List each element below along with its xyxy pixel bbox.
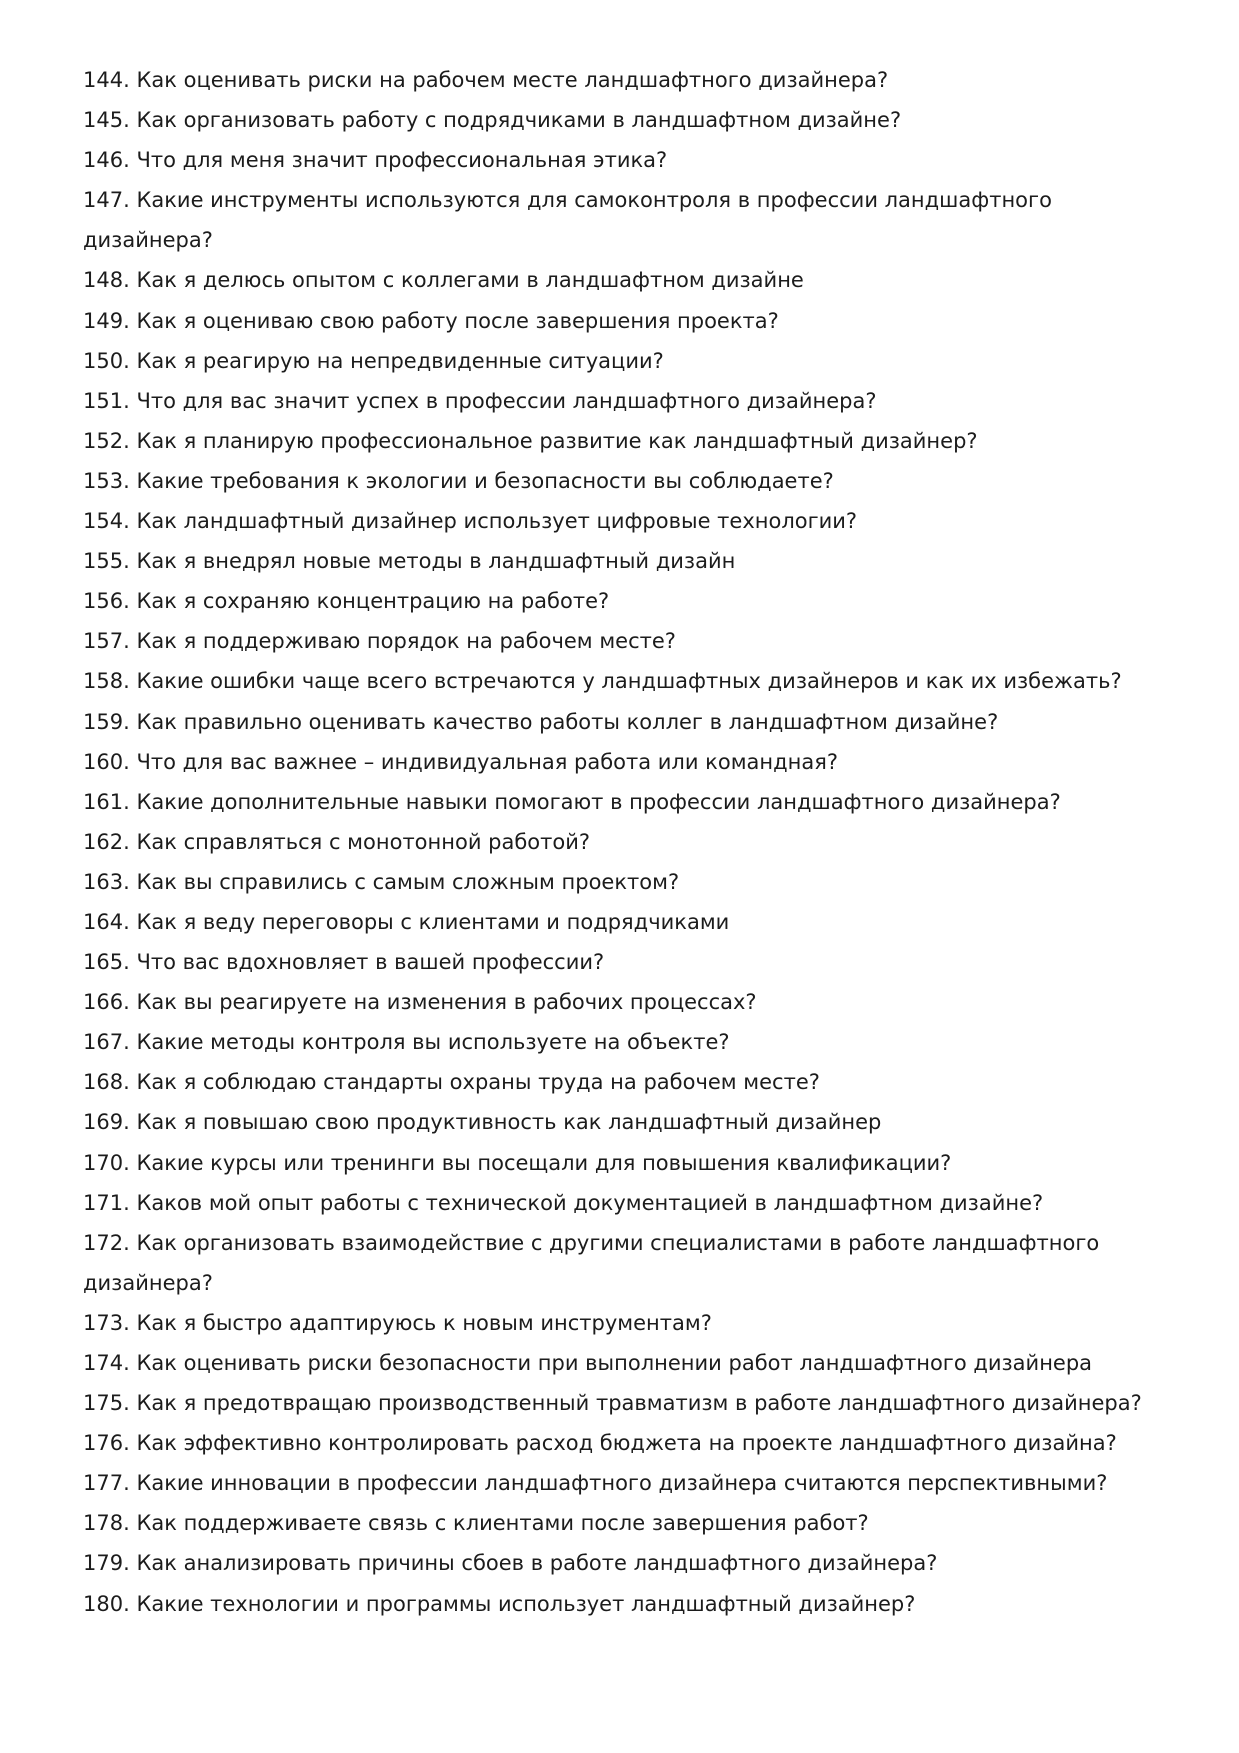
item-text: Какие инструменты используются для самоконтроля в профессии ландшафтного дизайнера? (83, 188, 1052, 253)
item-text: Какие методы контроля вы используете на объекте? (136, 1030, 730, 1055)
item-number: 179. (83, 1551, 130, 1576)
item-text: Как анализировать причины сбоев в работе ландшафтного дизайнера? (136, 1551, 938, 1576)
item-number: 151. (83, 388, 130, 413)
list-item (83, 1503, 1153, 1543)
item-text: Как ландшафтный дизайнер использует цифровые технологии? (136, 509, 858, 534)
item-number: 150. (83, 348, 130, 373)
list-item (83, 1383, 1153, 1423)
item-number: 178. (83, 1511, 130, 1536)
item-text: Как я внедрял новые методы в ландшафтный дизайн (136, 549, 736, 574)
list-item (83, 140, 1153, 180)
item-number: 176. (83, 1431, 130, 1456)
item-number: 159. (83, 709, 130, 734)
list-item (83, 1303, 1153, 1343)
list-item (83, 942, 1153, 982)
item-text: Как я веду переговоры с клиентами и подрядчиками (136, 909, 730, 934)
item-text: Что вас вдохновляет в вашей профессии? (136, 950, 605, 975)
item-number: 163. (83, 869, 130, 894)
question-list (83, 60, 1153, 1624)
list-item (83, 661, 1153, 701)
list-item (83, 1584, 1153, 1624)
list-item (83, 902, 1153, 942)
list-item (83, 341, 1153, 381)
item-number: 160. (83, 749, 130, 774)
item-number: 148. (83, 268, 130, 293)
list-item (83, 621, 1153, 661)
list-item (83, 1463, 1153, 1503)
item-number: 167. (83, 1030, 130, 1055)
item-number: 156. (83, 589, 130, 614)
item-text: Что для меня значит профессиональная этика? (136, 148, 668, 173)
item-text: Как справляться с монотонной работой? (136, 829, 591, 854)
list-item (83, 1022, 1153, 1062)
list-item (83, 782, 1153, 822)
list-item (83, 1183, 1153, 1223)
item-text: Как оценивать риски на рабочем месте ландшафтного дизайнера? (136, 68, 889, 92)
list-item (83, 1102, 1153, 1142)
item-text: Как вы реагируете на изменения в рабочих процессах? (136, 990, 757, 1015)
item-number: 168. (83, 1070, 130, 1095)
list-item (83, 1223, 1153, 1303)
item-number: 153. (83, 468, 130, 493)
item-text: Как я делюсь опытом с коллегами в ландшафтном дизайне (136, 268, 804, 293)
item-text: Какие требования к экологии и безопасности вы соблюдаете? (136, 468, 834, 493)
item-number: 164. (83, 909, 130, 934)
item-number: 172. (83, 1230, 130, 1255)
item-text: Как организовать взаимодействие с другими специалистами в работе ландшафтного дизайнера? (83, 1230, 1100, 1295)
list-item (83, 862, 1153, 902)
item-text: Как эффективно контролировать расход бюджета на проекте ландшафтного дизайна? (136, 1431, 1117, 1456)
item-text: Как я предотвращаю производственный травматизм в работе ландшафтного дизайнера? (136, 1391, 1142, 1416)
item-text: Как организовать работу с подрядчиками в ландшафтном дизайне? (136, 108, 902, 133)
item-text: Как я планирую профессиональное развитие как ландшафтный дизайнер? (136, 428, 978, 453)
list-item (83, 982, 1153, 1022)
item-text: Какие инновации в профессии ландшафтного дизайнера считаются перспективными? (136, 1471, 1108, 1496)
item-number: 158. (83, 669, 130, 694)
item-text: Как вы справились с самым сложным проектом? (136, 869, 680, 894)
list-item (83, 541, 1153, 581)
item-number: 166. (83, 990, 130, 1015)
item-text: Какие ошибки чаще всего встречаются у ландшафтных дизайнеров и как их избежать? (136, 669, 1122, 694)
item-number: 144. (83, 68, 130, 92)
list-item (83, 702, 1153, 742)
item-number: 180. (83, 1591, 130, 1616)
item-number: 175. (83, 1391, 130, 1416)
item-number: 147. (83, 188, 130, 213)
item-text: Как поддерживаете связь с клиентами после завершения работ? (136, 1511, 869, 1536)
list-item (83, 1343, 1153, 1383)
item-number: 170. (83, 1150, 130, 1175)
item-number: 152. (83, 428, 130, 453)
list-item (83, 301, 1153, 341)
list-item (83, 100, 1153, 140)
item-text: Каков мой опыт работы с технической документацией в ландшафтном дизайне? (136, 1190, 1044, 1215)
item-text: Какие дополнительные навыки помогают в профессии ландшафтного дизайнера? (136, 789, 1061, 814)
list-item (83, 60, 1153, 100)
item-text: Что для вас важнее – индивидуальная работа или командная? (136, 749, 839, 774)
list-item (83, 421, 1153, 461)
item-number: 146. (83, 148, 130, 173)
item-number: 155. (83, 549, 130, 574)
list-item (83, 1423, 1153, 1463)
item-text: Что для вас значит успех в профессии ландшафтного дизайнера? (136, 388, 877, 413)
list-item (83, 1543, 1153, 1583)
item-number: 165. (83, 950, 130, 975)
item-text: Как я быстро адаптируюсь к новым инструментам? (136, 1310, 712, 1335)
list-item (83, 381, 1153, 421)
item-text: Как я оцениваю свою работу после завершения проекта? (136, 308, 779, 333)
item-text: Как я соблюдаю стандарты охраны труда на рабочем месте? (136, 1070, 820, 1095)
item-text: Как правильно оценивать качество работы коллег в ландшафтном дизайне? (136, 709, 999, 734)
list-item (83, 742, 1153, 782)
item-text: Как я поддерживаю порядок на рабочем месте? (136, 629, 676, 654)
item-text: Как я реагирую на непредвиденные ситуации? (136, 348, 664, 373)
item-number: 145. (83, 108, 130, 133)
item-text: Как оценивать риски безопасности при выполнении работ ландшафтного дизайнера (136, 1351, 1093, 1375)
item-number: 177. (83, 1471, 130, 1496)
item-text: Как я сохраняю концентрацию на работе? (136, 589, 610, 614)
item-text: Какие технологии и программы использует ландшафтный дизайнер? (136, 1591, 916, 1616)
item-number: 154. (83, 509, 130, 534)
list-item (83, 1143, 1153, 1183)
item-number: 174. (83, 1351, 130, 1375)
list-item (83, 581, 1153, 621)
item-number: 161. (83, 789, 130, 814)
item-number: 149. (83, 308, 130, 333)
list-item (83, 501, 1153, 541)
list-item (83, 180, 1153, 260)
item-number: 157. (83, 629, 130, 654)
list-item (83, 1062, 1153, 1102)
list-item (83, 822, 1153, 862)
item-number: 162. (83, 829, 130, 854)
list-item (83, 461, 1153, 501)
list-item (83, 260, 1153, 300)
item-text: Как я повышаю свою продуктивность как ландшафтный дизайнер (136, 1110, 882, 1135)
item-number: 169. (83, 1110, 130, 1135)
item-number: 173. (83, 1310, 130, 1335)
item-number: 171. (83, 1190, 130, 1215)
item-text: Какие курсы или тренинги вы посещали для повышения квалификации? (136, 1150, 952, 1175)
